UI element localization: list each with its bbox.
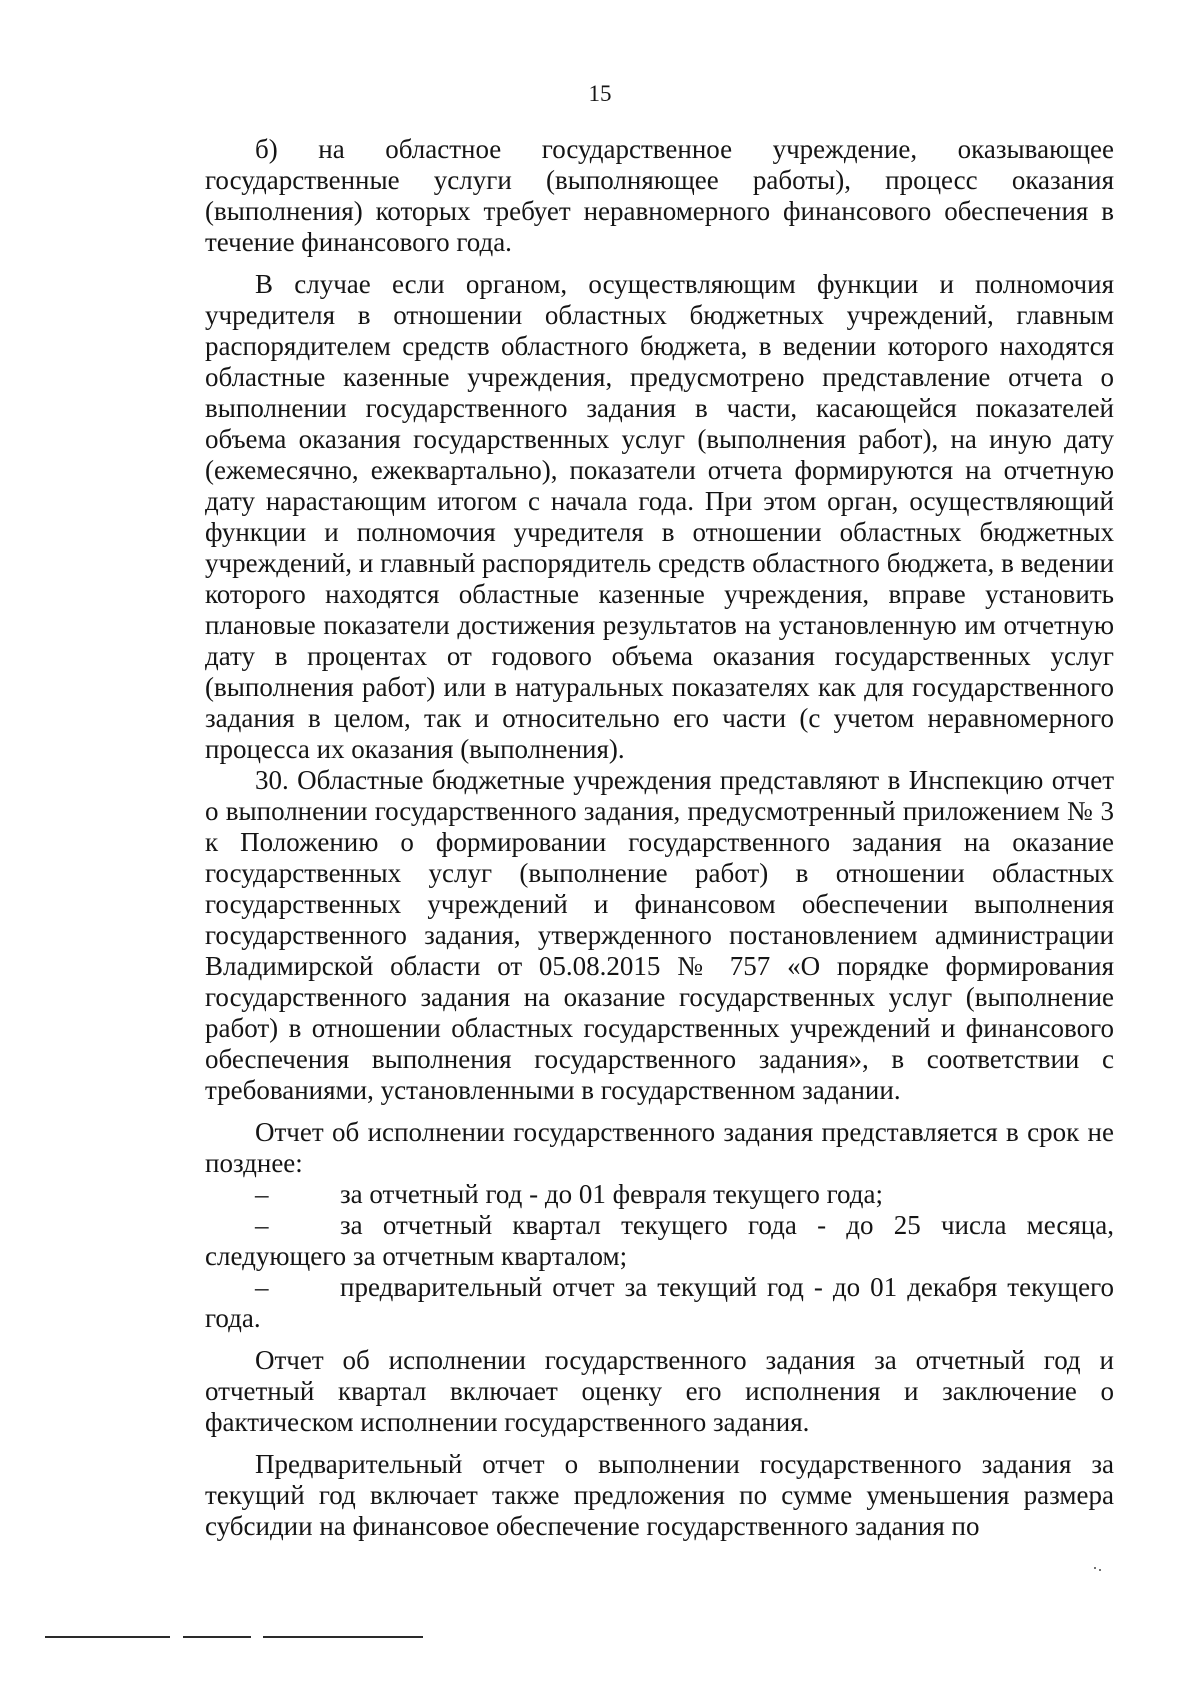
paragraph-b-clause: б) на областное государственное учреждение, оказывающее государственные услуги (выполняющее работы), процесс оказания (выполнения) которых требует неравномерного финансового обеспечения в течение финансового года. xyxy=(205,134,1114,257)
footnote-separator xyxy=(45,1636,425,1640)
dash-marker: – xyxy=(255,1272,269,1302)
list-item-text: предварительный отчет за текущий год - до 01 декабря текущего года. xyxy=(205,1272,1114,1333)
list-item-text: за отчетный год - до 01 февраля текущего года; xyxy=(340,1179,883,1209)
paragraph-report-contents: Отчет об исполнении государственного задания за отчетный год и отчетный квартал включает оценку его исполнения и заключение о фактическом исполнении государственного задания. xyxy=(205,1345,1114,1437)
list-item-text: за отчетный квартал текущего года - до 25 числа месяца, следующего за отчетным кварталом; xyxy=(205,1210,1114,1271)
paragraph-reporting-date: В случае если органом, осуществляющим функции и полномочия учредителя в отношении областных бюджетных учреждений, главным распорядителем средств областного бюджета, в ведении которого находятся областные казенные учреждения, предусмотрено представление отчета о выполнении государственного задания в части, касающейся показателей объема оказания государственных услуг (выполнения работ), на иную дату (ежемесячно, ежеквартально), показатели отчета формируются на отчетную дату нарастающим итогом с начала года. При этом орган, осуществляющий функции и полномочия учредителя в отношении областных бюджетных учреждений, и главный распорядитель средств областного бюджета, в ведении которого находятся областные казенные учреждения, вправе установить плановые показатели достижения результатов на установленную им отчетную дату в процентах от годового объема оказания государственных услуг (выполнения работ) или в натуральных показателях как для государственного задания в целом, так и относительно его части (с учетом неравномерного процесса их оказания (выполнения). xyxy=(205,269,1114,764)
scan-speck xyxy=(1094,1567,1102,1571)
list-item xyxy=(205,1179,1114,1210)
separator-line xyxy=(45,1636,170,1638)
separator-line xyxy=(263,1636,423,1638)
document-body xyxy=(205,134,1114,1542)
paragraph-preliminary-report: Предварительный отчет о выполнении государственного задания за текущий год включает также предложения по сумме уменьшения размера субсидии на финансовое обеспечение государственного задания по xyxy=(205,1449,1114,1541)
dash-marker: – xyxy=(255,1210,269,1240)
dash-marker: – xyxy=(255,1179,269,1209)
list-item xyxy=(205,1272,1114,1334)
paragraph-item-30: 30. Областные бюджетные учреждения представляют в Инспекцию отчет о выполнении государственного задания, предусмотренный приложением № 3 к Положению о формировании государственного задания на оказание государственных услуг (выполнение работ) в отношении областных государственных учреждений и финансовом обеспечении выполнения государственного задания, утвержденного постановлением администрации Владимирской области от 05.08.2015 № 757 «О порядке формирования государственного задания на оказание государственных услуг (выполнение работ) в отношении областных государственных учреждений и финансового обеспечения выполнения государственного задания», в соответствии с требованиями, установленными в государственном задании. xyxy=(205,765,1114,1105)
list-item xyxy=(205,1210,1114,1272)
page-number: 15 xyxy=(588,81,612,106)
paragraph-report-deadline: Отчет об исполнении государственного задания представляется в срок не позднее: xyxy=(205,1117,1114,1178)
separator-line xyxy=(183,1636,251,1638)
